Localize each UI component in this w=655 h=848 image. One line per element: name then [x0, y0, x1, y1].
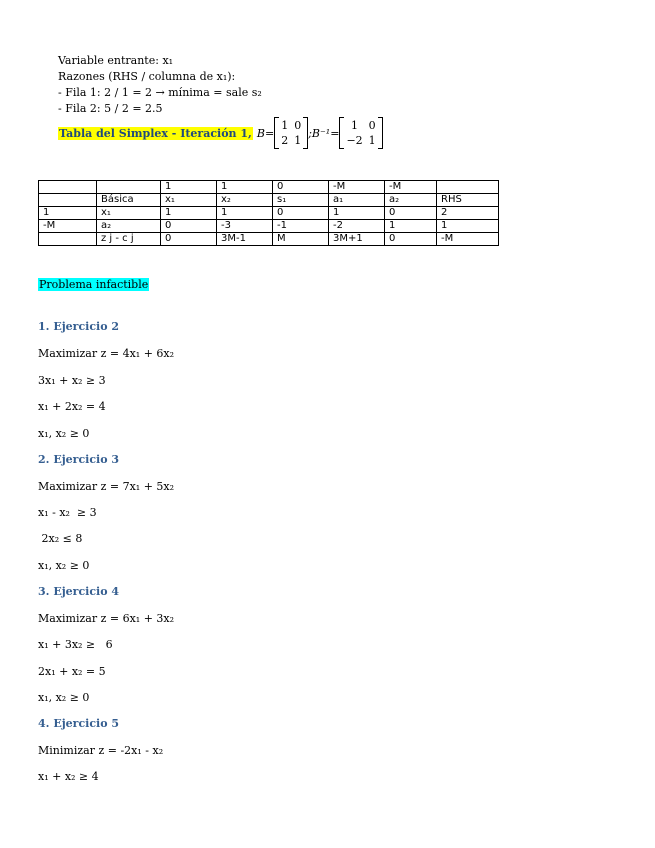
table-cell: -3 — [217, 220, 273, 233]
table-cell: 0 — [273, 207, 329, 220]
b-cell: 0 — [294, 118, 302, 132]
table-row — [39, 233, 499, 246]
table-cell: -M — [385, 181, 437, 194]
b-cell: 1 — [281, 118, 289, 132]
simplex-table — [38, 180, 499, 246]
b-cell: 2 — [281, 133, 289, 147]
exercise-line: x₁, x₂ ≥ 0 — [38, 559, 90, 572]
exercise-line: Maximizar z = 7x₁ + 5x₂ — [38, 480, 175, 493]
b-cell: 1 — [294, 133, 302, 147]
infeasible-note: Problema infactible — [39, 278, 149, 291]
table-cell: x₂ — [217, 194, 273, 207]
binv-label: B⁻¹= — [311, 126, 340, 140]
table-cell: a₁ — [329, 194, 385, 207]
table-cell — [437, 181, 499, 194]
table-cell — [39, 233, 97, 246]
table-cell — [39, 181, 97, 194]
binv-cell: 0 — [368, 118, 376, 132]
iteration-line — [58, 117, 383, 149]
table-cell: 0 — [161, 233, 217, 246]
table-cell: 1 — [161, 207, 217, 220]
exercise-line: Maximizar z = 4x₁ + 6x₂ — [38, 347, 175, 360]
exercise-line: 2x₁ + x₂ = 5 — [38, 665, 106, 678]
iteration-title: Tabla del Simplex - Iteración 1, — [59, 126, 252, 140]
table-cell: 1 — [217, 207, 273, 220]
table-cell: x₁ — [97, 207, 161, 220]
exercise-line: 2x₂ ≤ 8 — [38, 532, 83, 545]
table-cell — [39, 194, 97, 207]
table-cell: 1 — [385, 220, 437, 233]
table-cell: RHS — [437, 194, 499, 207]
table-cell: -M — [329, 181, 385, 194]
table-cell: 1 — [39, 207, 97, 220]
exercise-line: x₁ + 3x₂ ≥ 6 — [38, 638, 113, 651]
exercise-line: Minimizar z = -2x₁ - x₂ — [38, 744, 164, 757]
table-cell: -1 — [273, 220, 329, 233]
exercise-line: x₁ + x₂ ≥ 4 — [38, 770, 99, 783]
exercise-heading: 1. Ejercicio 2 — [38, 320, 120, 333]
exercise-heading: 3. Ejercicio 4 — [38, 585, 120, 598]
table-cell: a₂ — [385, 194, 437, 207]
exercise-heading: 2. Ejercicio 3 — [38, 453, 120, 466]
exercise-heading: 4. Ejercicio 5 — [38, 717, 120, 730]
binv-matrix — [339, 117, 382, 149]
b-label: B= — [256, 126, 275, 140]
b-matrix — [274, 117, 308, 149]
table-cell: 3M+1 — [329, 233, 385, 246]
table-cell: Básica — [97, 194, 161, 207]
table-row — [39, 220, 499, 233]
table-cell: 3M-1 — [217, 233, 273, 246]
exercise-line: x₁ + 2x₂ = 4 — [38, 400, 106, 413]
entering-variable-text: Variable entrante: x₁ — [58, 54, 174, 67]
table-cell: 0 — [273, 181, 329, 194]
table-cell: 1 — [329, 207, 385, 220]
exercise-line: x₁, x₂ ≥ 0 — [38, 691, 90, 704]
table-cell: -2 — [329, 220, 385, 233]
matrix-bracket-right — [378, 117, 383, 149]
separator: ; — [308, 126, 312, 140]
table-cell: 2 — [437, 207, 499, 220]
table-cell: a₂ — [97, 220, 161, 233]
table-cell: z j - c j — [97, 233, 161, 246]
table-cell: -M — [437, 233, 499, 246]
table-cell: 0 — [385, 207, 437, 220]
table-cell: s₁ — [273, 194, 329, 207]
table-cell: x₁ — [161, 194, 217, 207]
table-cell: 0 — [385, 233, 437, 246]
table-row — [39, 207, 499, 220]
binv-cell: −2 — [346, 133, 363, 147]
ratios-title: Razones (RHS / columna de x₁): — [58, 70, 236, 83]
table-cell: -M — [39, 220, 97, 233]
exercise-line: x₁, x₂ ≥ 0 — [38, 427, 90, 440]
table-cell: M — [273, 233, 329, 246]
exercise-line: Maximizar z = 6x₁ + 3x₂ — [38, 612, 175, 625]
binv-cell: 1 — [368, 133, 376, 147]
table-cell: 1 — [161, 181, 217, 194]
exercise-line: x₁ - x₂ ≥ 3 — [38, 506, 97, 519]
table-row — [39, 194, 499, 207]
table-cell: 1 — [217, 181, 273, 194]
ratio-row-1: - Fila 1: 2 / 1 = 2 → mínima = sale s₂ — [58, 86, 262, 99]
exercise-line: 3x₁ + x₂ ≥ 3 — [38, 374, 106, 387]
binv-cell: 1 — [351, 118, 359, 132]
table-cell — [97, 181, 161, 194]
ratio-row-2: - Fila 2: 5 / 2 = 2.5 — [58, 102, 163, 115]
table-cell: 1 — [437, 220, 499, 233]
table-row — [39, 181, 499, 194]
table-cell: 0 — [161, 220, 217, 233]
